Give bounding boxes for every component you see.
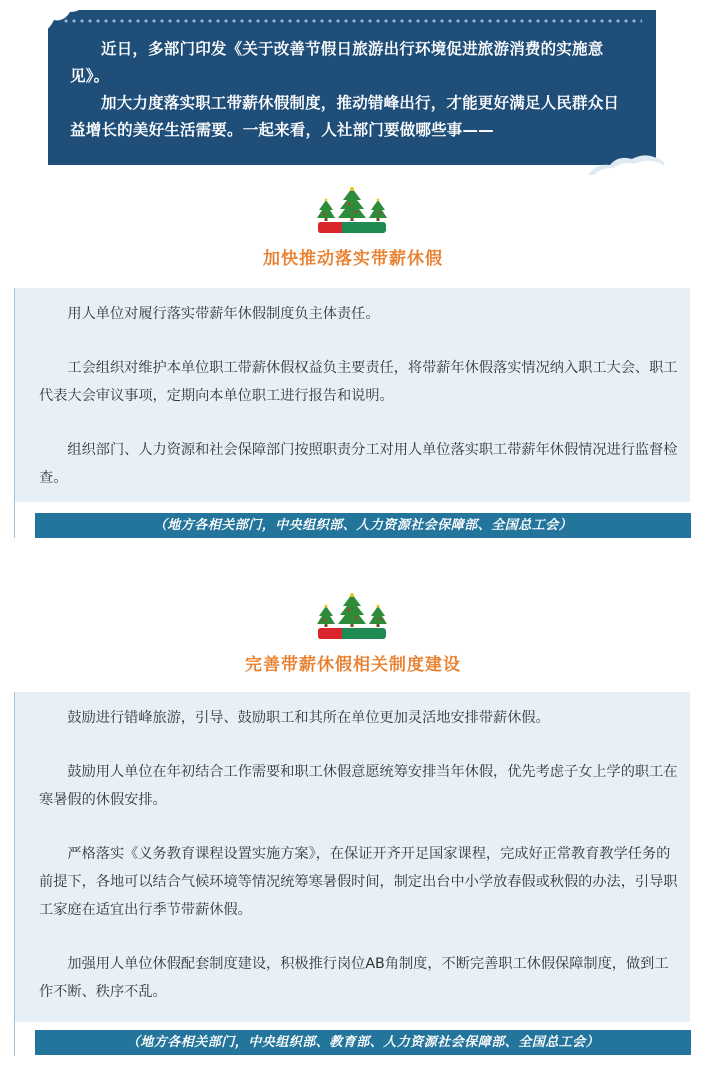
content-panel: [14, 288, 690, 502]
dotted-border: [62, 19, 642, 23]
source-bar: （地方各相关部门，中央组织部、人力资源社会保障部、全国总工会）: [35, 513, 691, 538]
content-panel: [14, 692, 690, 1022]
intro-paragraph: 近日，多部门印发《关于改善节假日旅游出行环境促进旅游消费的实施意见》。: [70, 40, 604, 85]
panel-border: [14, 1022, 15, 1056]
panel-paragraph: 加强用人单位休假配套制度建设，积极推行岗位AB角制度，不断完善职工休假保障制度，做到工作不断、秩序不乱。: [39, 956, 669, 1000]
christmas-trees-icon: [316, 592, 388, 640]
snow-decoration-icon: [588, 153, 664, 175]
panel-paragraph: 鼓励进行错峰旅游，引导、鼓励职工和其所在单位更加灵活地安排带薪休假。: [67, 710, 550, 726]
panel-border: [14, 502, 15, 538]
panel-paragraph: 严格落实《义务教育课程设置实施方案》，在保证开齐开足国家课程，完成好正常教育教学任务的前提下，各地可以结合气候环境等情况统筹寒暑假时间，制定出台中小学放春假或秋假的办法，引导职工家庭在适宜出行季节带薪休假。: [39, 846, 678, 918]
panel-paragraph: 鼓励用人单位在年初结合工作需要和职工休假意愿统筹安排当年休假，优先考虑子女上学的职工在寒暑假的休假安排。: [39, 764, 678, 808]
panel-paragraph: 工会组织对维护本单位职工带薪休假权益负主要责任，将带薪年休假落实情况纳入职工大会、职工代表大会审议事项，定期向本单位职工进行报告和说明。: [39, 360, 678, 404]
intro-paragraph: 加大力度落实职工带薪休假制度，推动错峰出行，才能更好满足人民群众日益增长的美好生活需要。一起来看，人社部门要做哪些事——: [70, 94, 620, 139]
christmas-trees-icon: [316, 186, 388, 234]
intro-banner: [48, 10, 656, 165]
panel-paragraph: 用人单位对履行落实带薪年休假制度负主体责任。: [67, 306, 380, 322]
section-title: 完善带薪休假相关制度建设: [245, 655, 461, 675]
panel-paragraph: 组织部门、人力资源和社会保障部门按照职责分工对用人单位落实职工带薪年休假情况进行监督检查。: [39, 442, 678, 486]
source-bar: （地方各相关部门，中央组织部、教育部、人力资源社会保障部、全国总工会）: [35, 1030, 691, 1055]
section-title: 加快推动落实带薪休假: [263, 249, 443, 269]
snow-decoration-icon: [46, 4, 86, 30]
